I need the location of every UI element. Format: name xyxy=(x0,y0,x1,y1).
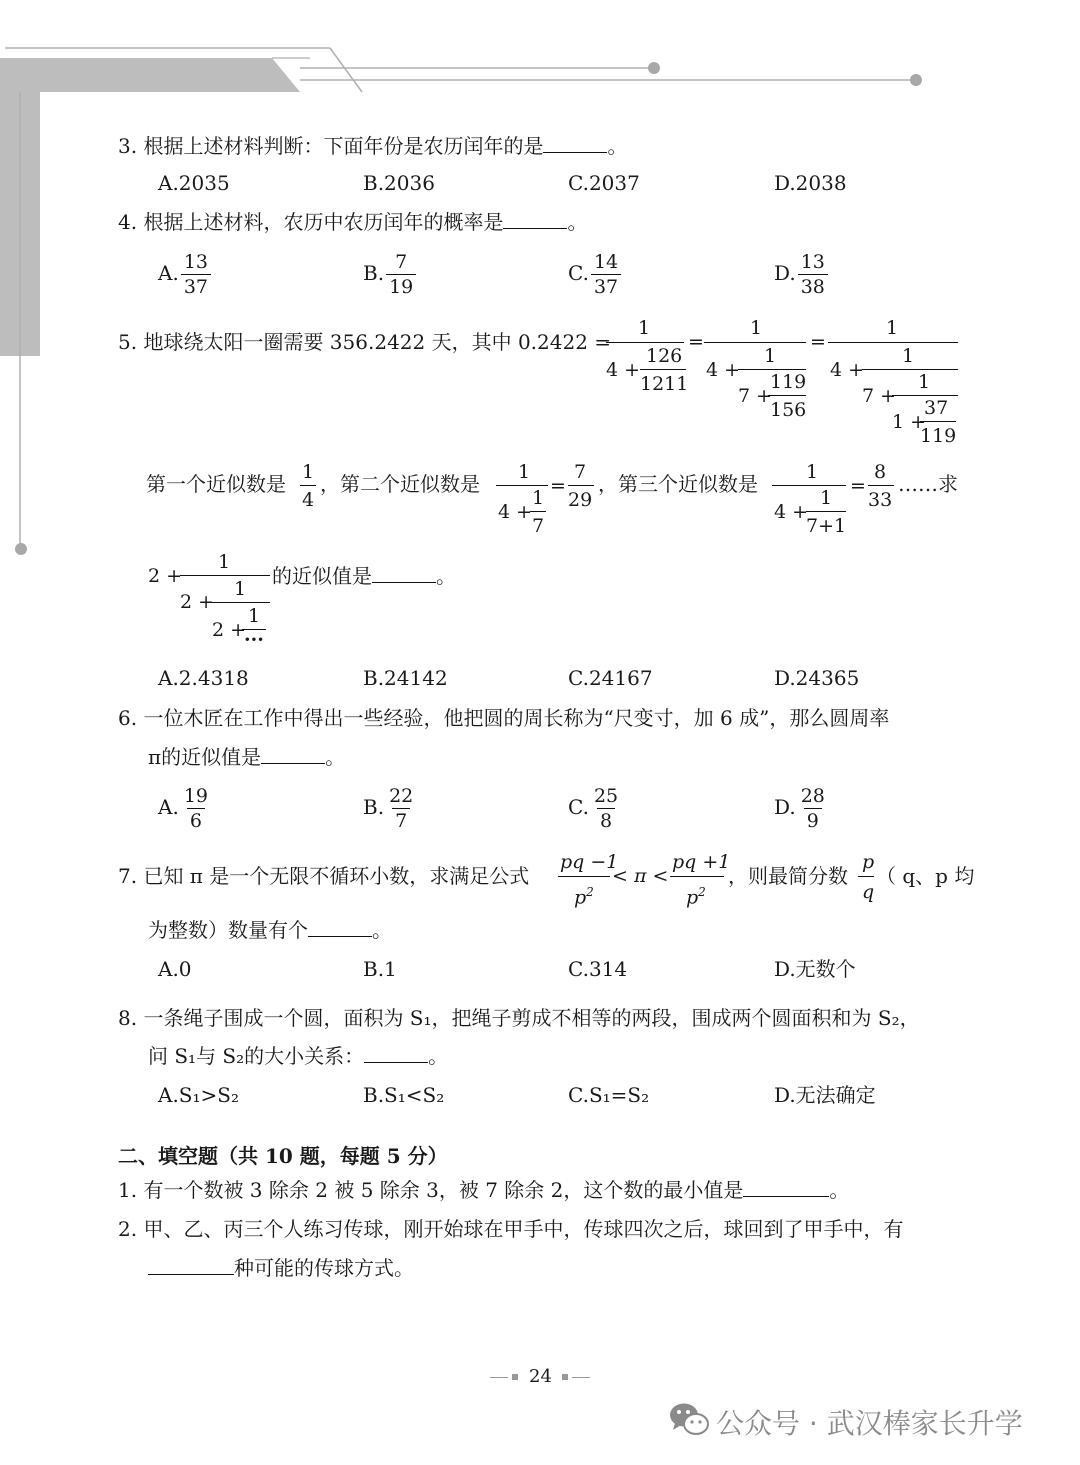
answer-blank[interactable] xyxy=(543,132,607,153)
text-segment: 种可能的传球方式。 xyxy=(234,1256,414,1280)
numerator: 28 xyxy=(800,785,825,807)
option-d[interactable] xyxy=(774,784,830,833)
option-a[interactable]: A.2035 xyxy=(158,171,230,195)
question-text: 地球绕太阳一圈需要 356.2422 天，其中 0.2422 = xyxy=(143,330,612,354)
denominator: 8 xyxy=(597,808,615,833)
question-end: 。 xyxy=(372,918,392,942)
option-b[interactable]: B.1 xyxy=(363,957,397,981)
question-end: 。 xyxy=(567,210,588,234)
question-end: 。 xyxy=(829,1178,850,1202)
question-text: 已知 π 是一个无限不循环小数，求满足公式 xyxy=(143,864,530,888)
text-segment: ，第二个近似数是 xyxy=(320,472,480,496)
question-end: 。 xyxy=(428,1044,449,1068)
option-d[interactable]: D.无法确定 xyxy=(774,1083,876,1107)
text-segment: 问 S₁与 S₂的大小关系： xyxy=(148,1044,365,1068)
text-segment: ……求 xyxy=(898,472,958,496)
answer-blank[interactable] xyxy=(743,1176,829,1197)
question-number: 1. xyxy=(118,1178,138,1202)
option-label: A. xyxy=(158,795,179,819)
fill-question-1 xyxy=(118,1176,849,1204)
question-5-line-2 xyxy=(146,470,286,498)
denominator: 7 xyxy=(392,808,410,833)
fraction xyxy=(591,250,621,299)
denominator: 37 xyxy=(591,274,621,299)
question-text: 甲、乙、丙三个人练习传球，刚开始球在甲手中，传球四次之后，球回到了甲手中，有 xyxy=(143,1217,904,1241)
question-text: 一条绳子围成一个圆，面积为 S₁，把绳子剪成不相等的两段，围成两个圆面积和为 S₂， xyxy=(143,1006,920,1030)
question-end: 。 xyxy=(325,745,346,769)
denominator: 9 xyxy=(804,808,822,833)
option-d[interactable]: D.无数个 xyxy=(774,957,856,981)
question-6 xyxy=(118,704,889,732)
option-d[interactable] xyxy=(774,250,830,299)
question-end: 。 xyxy=(607,134,628,158)
numerator: 25 xyxy=(593,785,619,807)
option-c[interactable] xyxy=(568,250,623,299)
fraction xyxy=(798,250,828,299)
option-b[interactable]: B.S₁<S₂ xyxy=(363,1083,445,1107)
question-number: 8. xyxy=(118,1006,138,1030)
option-label: C. xyxy=(568,261,589,285)
numerator: 13 xyxy=(183,251,208,273)
question-3 xyxy=(118,132,627,160)
text-segment: ，则最简分数 xyxy=(728,864,848,888)
question-number: 3. xyxy=(118,134,138,158)
denominator: 37 xyxy=(181,274,211,299)
denominator: 6 xyxy=(187,808,205,833)
option-a[interactable]: A.0 xyxy=(158,957,192,981)
fraction xyxy=(181,784,211,833)
page-number: 24 xyxy=(529,1366,552,1387)
question-number: 2. xyxy=(118,1217,138,1241)
question-number: 6. xyxy=(118,706,138,730)
answer-blank[interactable] xyxy=(148,1254,234,1275)
fraction xyxy=(181,250,211,299)
denominator: 38 xyxy=(798,274,828,299)
numerator: 19 xyxy=(183,785,208,807)
fraction xyxy=(386,250,416,299)
text-segment: ，第三个近似数是 xyxy=(598,472,758,496)
question-text: 一位木匠在工作中得出一些经验，他把圆的周长称为“尺变寸，加 6 成”，那么圆周率 xyxy=(143,706,890,730)
option-label: B. xyxy=(363,261,385,285)
footer-dot-right xyxy=(562,1374,568,1380)
numerator: 7 xyxy=(395,251,408,273)
question-7-line-2 xyxy=(148,916,392,944)
option-c[interactable]: C.24167 xyxy=(568,666,653,690)
answer-blank[interactable] xyxy=(261,743,325,764)
option-c[interactable]: C.S₁=S₂ xyxy=(568,1083,650,1107)
footer-dot-left xyxy=(512,1374,518,1380)
numerator: 13 xyxy=(800,251,825,273)
question-6-line-2 xyxy=(148,743,345,771)
option-d[interactable]: D.2038 xyxy=(774,171,847,195)
option-c[interactable] xyxy=(568,784,623,833)
question-4 xyxy=(118,208,587,236)
option-c[interactable]: C.314 xyxy=(568,957,628,981)
option-b[interactable]: B.2036 xyxy=(363,171,435,195)
question-text: 根据上述材料，农历中农历闰年的概率是 xyxy=(143,210,504,234)
text-segment: （ q、p 均 xyxy=(876,864,975,888)
option-a[interactable] xyxy=(158,784,213,833)
question-number: 4. xyxy=(118,210,138,234)
question-end: 。 xyxy=(436,564,456,588)
option-a[interactable]: A.S₁>S₂ xyxy=(158,1083,239,1107)
footer-dash-right xyxy=(572,1377,590,1378)
question-8 xyxy=(118,1004,920,1032)
text-segment: 为整数）数量有个 xyxy=(148,918,308,942)
question-8-line-2 xyxy=(148,1042,448,1070)
text-segment: π的近似值是 xyxy=(148,745,262,769)
fill-question-2-line-2 xyxy=(148,1254,414,1282)
question-5-line-3 xyxy=(272,562,456,590)
option-label: B. xyxy=(363,795,385,819)
section-heading: 二、填空题（共 10 题，每题 5 分） xyxy=(118,1144,448,1168)
text-segment: 第一个近似数是 xyxy=(146,472,286,496)
option-b[interactable]: B.24142 xyxy=(363,666,448,690)
question-5 xyxy=(118,328,611,356)
question-number: 5. xyxy=(118,330,138,354)
question-7 xyxy=(118,862,529,890)
wechat-icon xyxy=(668,1400,710,1438)
fraction xyxy=(386,784,416,833)
text-segment: 的近似值是 xyxy=(272,564,372,588)
option-d[interactable]: D.24365 xyxy=(774,666,860,690)
option-label: A. xyxy=(158,261,179,285)
question-number: 7. xyxy=(118,864,138,888)
fraction xyxy=(591,784,621,833)
option-a[interactable]: A.2.4318 xyxy=(158,666,249,690)
question-text: 根据上述材料判断：下面年份是农历闰年的是 xyxy=(143,134,544,158)
option-c[interactable]: C.2037 xyxy=(568,171,640,195)
denominator: 19 xyxy=(386,274,416,299)
fraction xyxy=(798,784,828,833)
answer-blank[interactable] xyxy=(503,208,567,229)
numerator: 22 xyxy=(389,785,414,807)
option-label: D. xyxy=(774,795,796,819)
answer-blank[interactable] xyxy=(372,562,436,583)
footer-dash-left xyxy=(490,1377,508,1378)
fill-question-2 xyxy=(118,1215,903,1243)
option-b[interactable] xyxy=(363,784,418,833)
option-a[interactable] xyxy=(158,250,213,299)
answer-blank[interactable] xyxy=(308,916,372,937)
option-label: D. xyxy=(774,261,796,285)
answer-blank[interactable] xyxy=(364,1042,428,1063)
option-label: C. xyxy=(568,795,589,819)
question-text: 有一个数被 3 除余 2 被 5 除余 3，被 7 除余 2，这个数的最小值是 xyxy=(143,1178,744,1202)
numerator: 14 xyxy=(593,251,619,273)
watermark-text: 公众号 · 武汉棒家长升学 xyxy=(716,1407,1023,1440)
option-b[interactable] xyxy=(363,250,418,299)
